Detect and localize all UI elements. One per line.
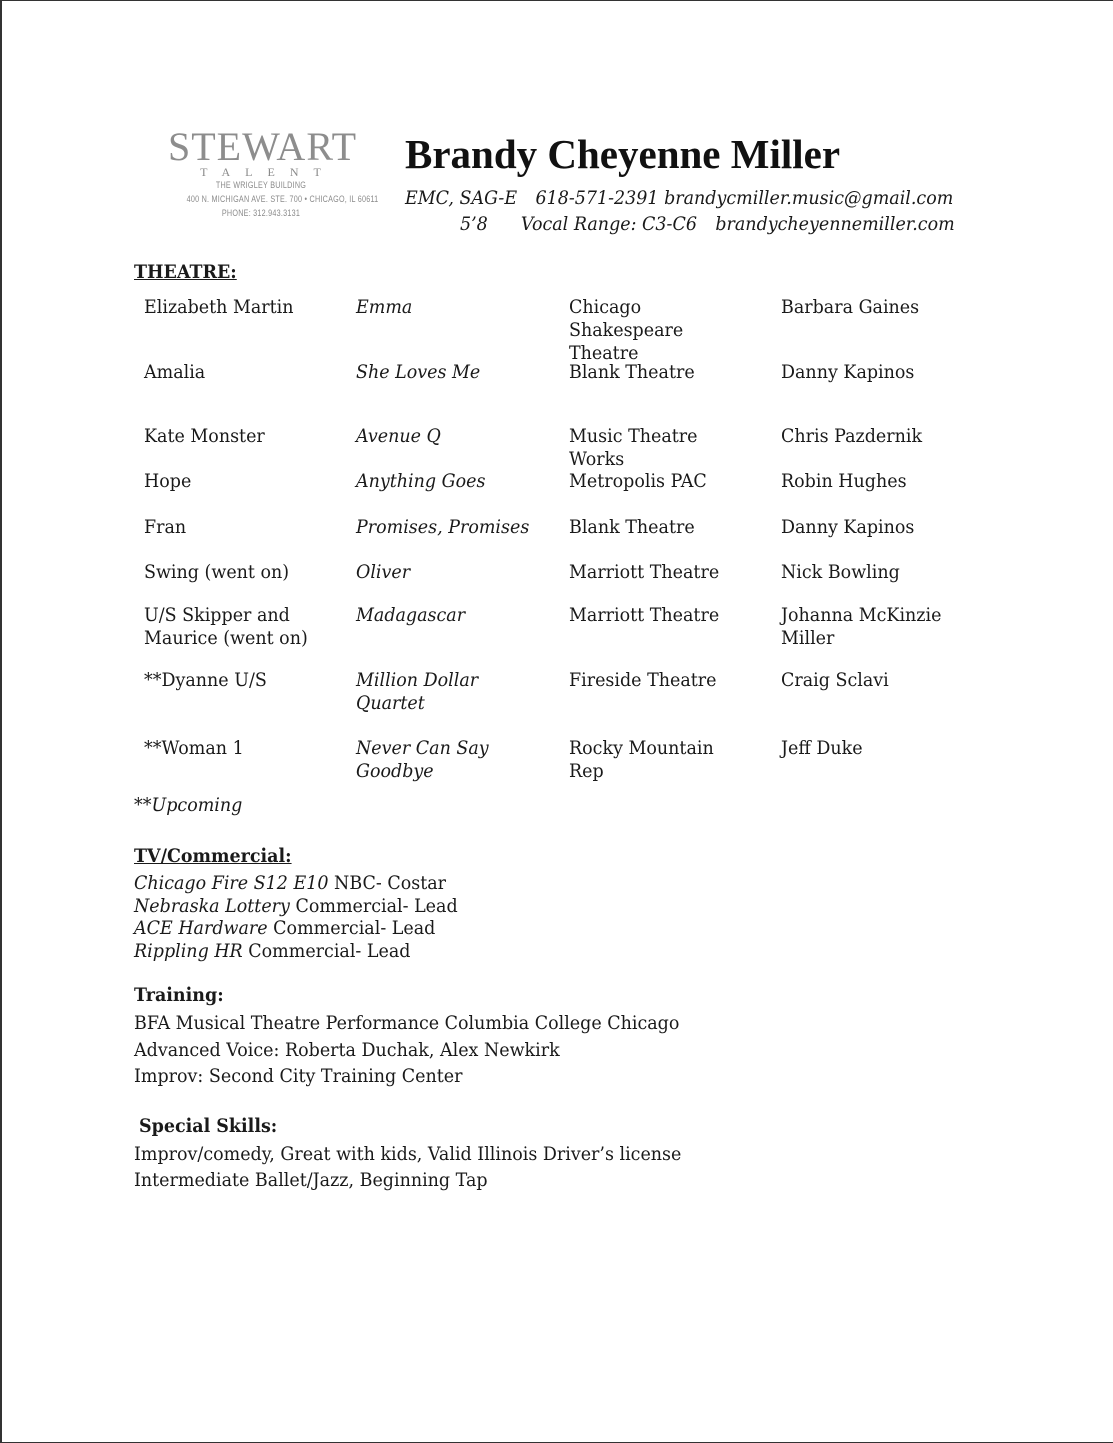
company: Fireside Theatre <box>569 669 717 691</box>
website: brandycheyennemiller.com <box>715 213 955 235</box>
show: Oliver <box>356 561 411 583</box>
show: Avenue Q <box>356 425 441 447</box>
director: Danny Kapinos <box>781 516 915 538</box>
show: Promises, Promises <box>356 516 530 538</box>
list-item: Rippling HR Commercial- Lead <box>134 939 411 962</box>
list-item: Advanced Voice: Roberta Duchak, Alex Newkirk <box>134 1038 560 1061</box>
actor-name: Brandy Cheyenne Miller <box>405 131 841 177</box>
height: 5’8 <box>460 213 488 235</box>
director: Chris Pazdernik <box>781 425 923 447</box>
agency-sub: TALENT <box>200 165 336 179</box>
role: Amalia <box>144 361 206 383</box>
director: Jeff Duke <box>781 737 863 759</box>
agency-address: 400 N. MICHIGAN AVE. STE. 700 • CHICAGO, IL 60611 <box>186 194 379 204</box>
agency-building: THE WRIGLEY BUILDING <box>215 180 307 190</box>
skills-heading: Special Skills: <box>139 1115 278 1137</box>
theatre-heading: THEATRE: <box>134 261 237 283</box>
list-item: BFA Musical Theatre Performance Columbia College Chicago <box>134 1012 680 1034</box>
tv-list <box>134 872 458 962</box>
tv-heading: TV/Commercial: <box>134 845 292 867</box>
show: Million Dollar Quartet <box>356 669 479 714</box>
contact-line-1 <box>405 187 953 209</box>
list-item: Chicago Fire S12 E10 NBC- Costar <box>134 872 446 894</box>
skills-list <box>134 1141 681 1193</box>
role: **Woman 1 <box>144 737 244 759</box>
show: Anything Goes <box>356 470 486 492</box>
director: Johanna McKinzie Miller <box>781 604 942 649</box>
company: Blank Theatre <box>569 516 695 538</box>
training-heading: Training: <box>134 984 224 1006</box>
show: Madagascar <box>356 604 466 626</box>
role: U/S Skipper and Maurice (went on) <box>144 604 308 649</box>
role: Hope <box>144 470 192 492</box>
list-item: Nebraska Lottery Commercial- Lead <box>134 894 458 917</box>
show: She Loves Me <box>356 361 481 383</box>
agency-phone: PHONE: 312.943.3131 <box>221 208 301 218</box>
list-item: Improv/comedy, Great with kids, Valid Illinois Driver’s license <box>134 1143 682 1165</box>
upcoming-note: **Upcoming <box>134 794 243 816</box>
show: Never Can Say Goodbye <box>356 737 489 782</box>
role: **Dyanne U/S <box>144 669 267 691</box>
company: Blank Theatre <box>569 361 695 383</box>
company: Marriott Theatre <box>569 604 720 626</box>
unions: EMC, SAG-E <box>405 187 518 209</box>
phone: 618-571-2391 <box>535 187 659 209</box>
list-item: Improv: Second City Training Center <box>134 1065 463 1087</box>
agency-brand: STEWART <box>168 124 358 169</box>
list-item: Intermediate Ballet/Jazz, Beginning Tap <box>134 1169 488 1191</box>
role: Elizabeth Martin <box>144 296 294 318</box>
show: Emma <box>356 296 413 318</box>
director: Robin Hughes <box>781 470 907 492</box>
company: Metropolis PAC <box>569 470 707 492</box>
role: Swing (went on) <box>144 561 290 583</box>
company: Rocky Mountain Rep <box>569 737 714 782</box>
director: Craig Sclavi <box>781 669 889 691</box>
list-item: ACE Hardware Commercial- Lead <box>134 917 436 939</box>
role: Fran <box>144 516 187 538</box>
agency-logo <box>168 124 379 220</box>
vocal-range: Vocal Range: C3-C6 <box>520 213 697 235</box>
director: Barbara Gaines <box>781 296 920 318</box>
company: Marriott Theatre <box>569 561 720 583</box>
email: brandycmiller.music@gmail.com <box>664 187 954 209</box>
director: Nick Bowling <box>781 561 900 583</box>
training-list <box>134 1010 679 1090</box>
company: Music Theatre Works <box>569 425 698 470</box>
company: Chicago Shakespeare Theatre <box>569 296 684 364</box>
role: Kate Monster <box>144 425 265 447</box>
contact-line-2 <box>460 213 955 235</box>
director: Danny Kapinos <box>781 361 915 383</box>
